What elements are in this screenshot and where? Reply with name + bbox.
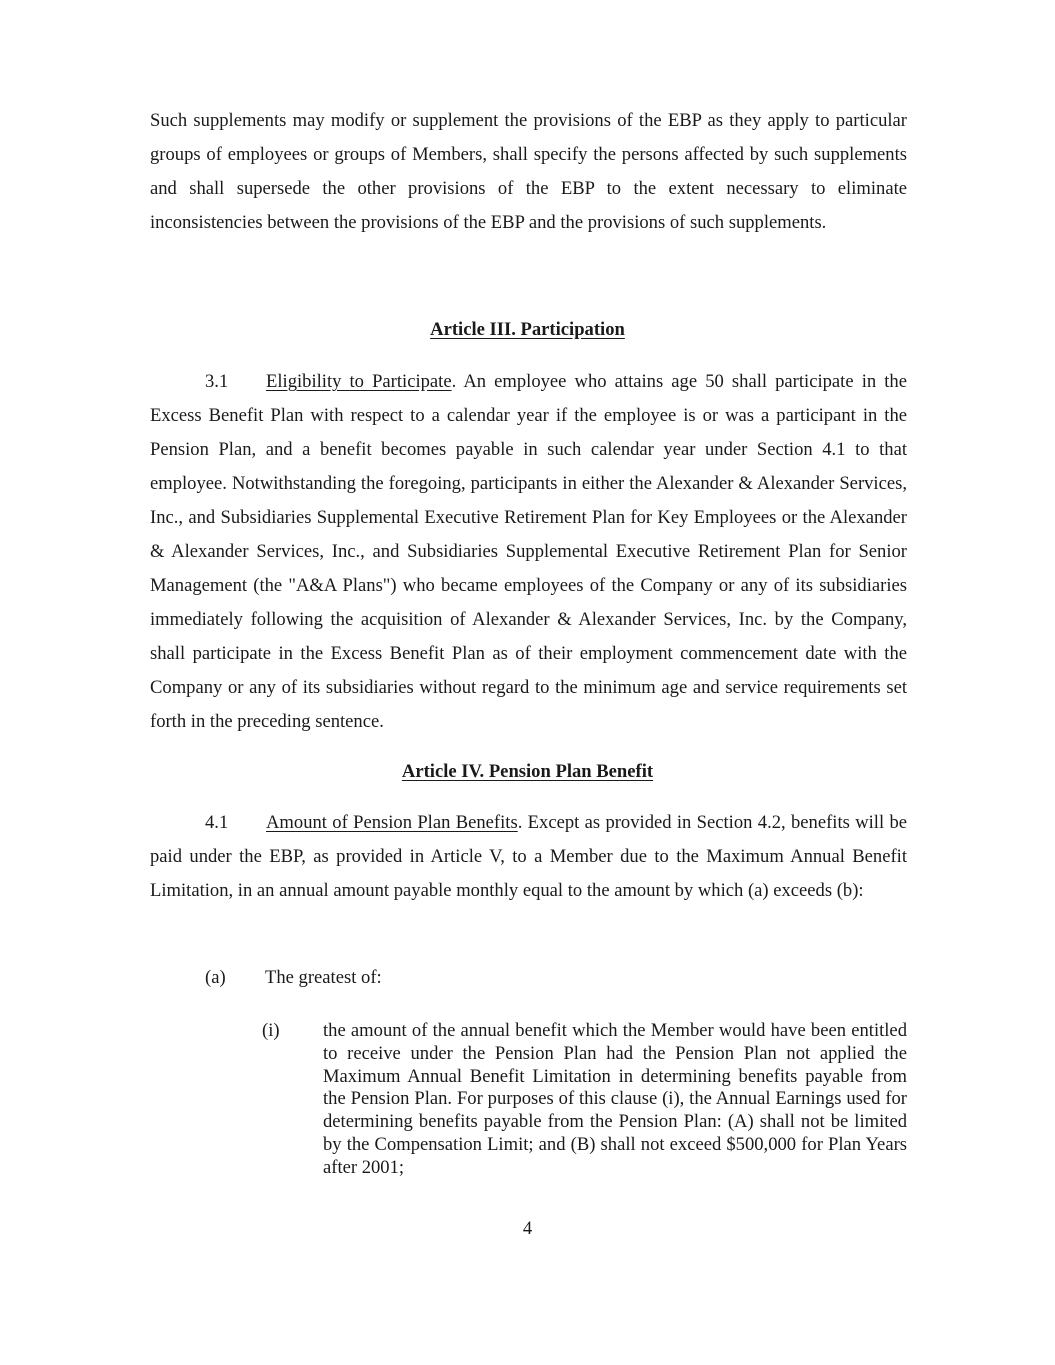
section-3-1-text: . An employee who attains age 50 shall participate in the Excess Benefit Plan with respect to a calendar year if the employee is or was a participant in the Pension Plan, and a benefit becomes payable in such calendar year under Section 4.1 to that employee. Notwithstanding the foregoing, participants in either the Alexander & Alexander Services, Inc., and Subsidiaries Supplemental Executive Retirement Plan for Key Employees or the Alexander & Alexander Services, Inc., and Subsidiaries Supplemental Executive Retirement Plan for Senior Management (the "A&A Plans") who became employees of the Company or any of its subsidiaries immediately following the acquisition of Alexander & Alexander Services, Inc. by the Company, shall participate in the Excess Benefit Plan as of their employment commencement date with the Company or any of its subsidiaries without regard to the minimum age and service requirements set forth in the preceding sentence.: [150, 371, 907, 732]
article-4-heading-text: Article IV. Pension Plan Benefit: [401, 761, 654, 782]
clause-a-label: (a): [205, 967, 226, 988]
clause-a-text: The greatest of:: [265, 967, 382, 988]
section-3-1-number: 3.1: [205, 371, 229, 392]
section-4-1-paragraph: [150, 806, 907, 908]
section-4-1-number: 4.1: [205, 812, 229, 833]
section-3-1-paragraph: [150, 365, 907, 739]
intro-paragraph: Such supplements may modify or supplement the provisions of the EBP as they apply to particular groups of employees or groups of Members, shall specify the persons affected by such supplements and shall supersede the other provisions of the EBP to the extent necessary to eliminate inconsistencies between the provisions of the EBP and the provisions of such supplements.: [150, 110, 907, 233]
page-number: 4: [522, 1218, 533, 1239]
article-4-heading: [0, 760, 1055, 784]
clause-a: [205, 966, 382, 990]
section-3-1-title: Eligibility to Participate: [266, 371, 452, 392]
clause-i-text: the amount of the annual benefit which the Member would have been entitled to receive under the Pension Plan had the Pension Plan not applied the Maximum Annual Benefit Limitation in determining benefits payable from the Pension Plan. For purposes of this clause (i), the Annual Earnings used for determining benefits payable from the Pension Plan: (A) shall not be limited by the Compensation Limit; and (B) shall not exceed $500,000 for Plan Years after 2001;: [323, 1020, 907, 1178]
section-4-1-title: Amount of Pension Plan Benefits: [266, 812, 518, 833]
article-3-heading-text: Article III. Participation: [430, 319, 625, 340]
clause-i-label: (i): [262, 1020, 280, 1041]
article-3-heading: [0, 318, 1055, 342]
section-4-1-text: . Except as provided in Section 4.2, benefits will be paid under the EBP, as provided in Article V, to a Member due to the Maximum Annual Benefit Limitation, in an annual amount payable monthly equal to the amount by which (a) exceeds (b):: [150, 812, 908, 901]
clause-i: [262, 1020, 907, 1180]
